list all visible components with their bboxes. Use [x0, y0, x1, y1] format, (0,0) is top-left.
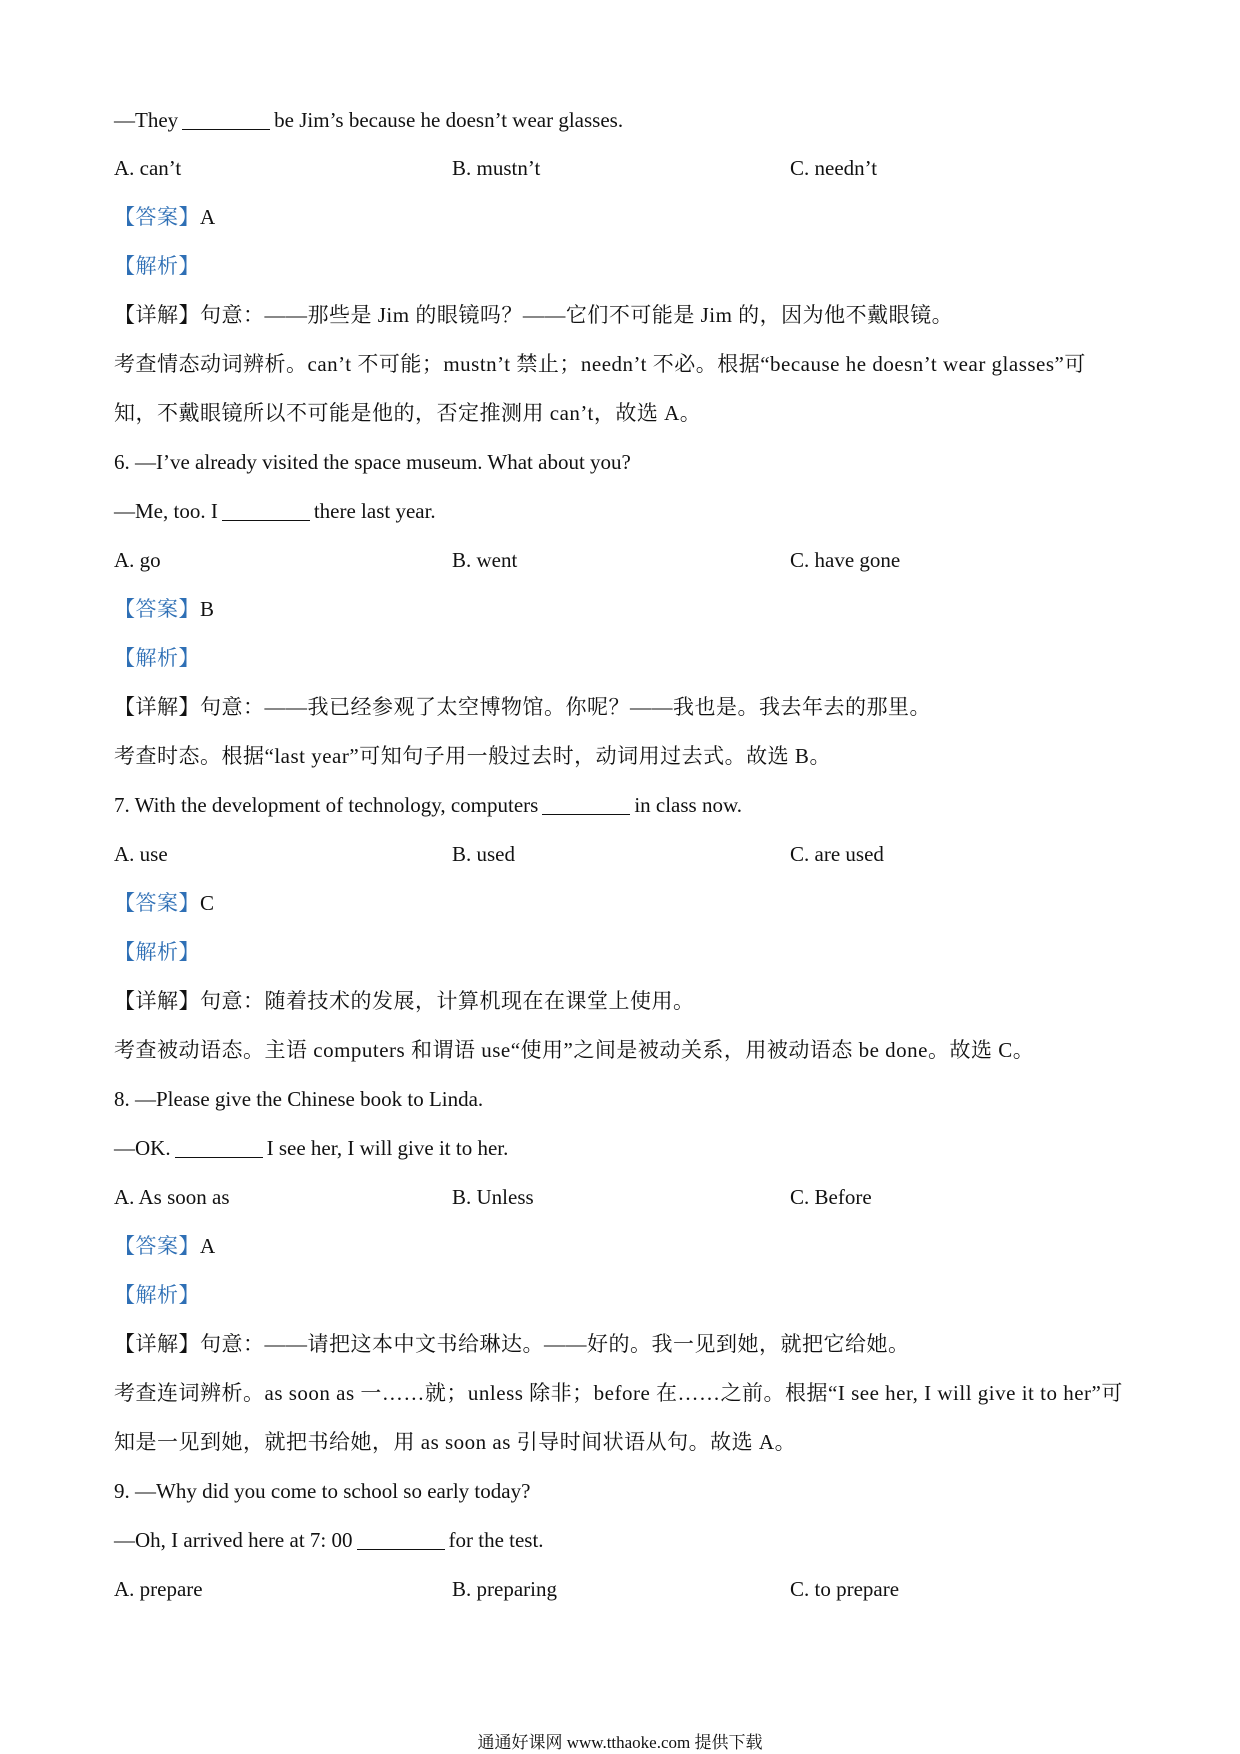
answer-value: A	[200, 205, 216, 229]
q6-stem-part2: there last year.	[313, 499, 436, 523]
q9-option-c: C. to prepare	[790, 1577, 900, 1601]
explanation-line: 知，不戴眼镜所以不可能是他的，否定推测用 can’t，故选 A。	[114, 401, 702, 425]
q5-stem-part1: —They	[114, 108, 179, 132]
q8-option-c: C. Before	[790, 1185, 872, 1209]
q7-stem-part2: in class now.	[634, 793, 743, 817]
q5-option-b: B. mustn’t	[452, 156, 541, 180]
q6-answer	[114, 595, 215, 623]
detail-label: 【详解】	[114, 989, 200, 1013]
q8-answer	[114, 1232, 216, 1260]
answer-value: C	[200, 891, 215, 915]
q5-answer	[114, 203, 216, 231]
q5-blank	[182, 109, 270, 130]
q7-detail	[114, 987, 695, 1015]
q7-option-a: A. use	[114, 842, 168, 866]
q7-blank	[542, 794, 630, 815]
q9-stem-part2: for the test.	[448, 1528, 544, 1552]
q6-blank	[222, 500, 310, 521]
detail-label: 【详解】	[114, 303, 200, 327]
answer-label: 【答案】	[114, 597, 200, 621]
explanation-line: 知是一见到她，就把书给她，用 as soon as 引导时间状语从句。故选 A。	[114, 1430, 797, 1454]
page-footer: 通通好课网 www.tthaoke.com 提供下载	[477, 1733, 763, 1752]
q6-option-a: A. go	[114, 548, 161, 572]
q6-detail	[114, 693, 931, 721]
q5-detail	[114, 301, 953, 329]
detail-label: 【详解】	[114, 1332, 200, 1356]
q5-option-c: C. needn’t	[790, 156, 878, 180]
detail-text: 句意：随着技术的发展，计算机现在在课堂上使用。	[200, 989, 695, 1013]
detail-text: 句意：——请把这本中文书给琳达。——好的。我一见到她，就把它给她。	[200, 1332, 910, 1356]
q7-option-c: C. are used	[790, 842, 884, 866]
analysis-label: 【解析】	[114, 1283, 200, 1307]
q6-stem-line2	[114, 497, 436, 525]
detail-label: 【详解】	[114, 695, 200, 719]
answer-value: A	[200, 1234, 216, 1258]
q9-stem-line2	[114, 1526, 544, 1554]
q8-stem-part1: —OK.	[114, 1136, 171, 1160]
q9-stem-line1: 9. —Why did you come to school so early today?	[114, 1479, 531, 1503]
q6-stem-line1: 6. —I’ve already visited the space museum. What about you?	[114, 450, 631, 474]
q8-option-b: B. Unless	[452, 1185, 534, 1209]
q5-stem	[114, 106, 623, 134]
explanation-line: 考查情态动词辨析。can’t 不可能；mustn’t 禁止；needn’t 不必。根据“because he doesn’t wear glasses”可	[114, 352, 1086, 376]
q9-blank	[357, 1529, 445, 1550]
q5-option-a: A. can’t	[114, 156, 182, 180]
q8-blank	[175, 1137, 263, 1158]
detail-text: 句意：——我已经参观了太空博物馆。你呢？——我也是。我去年去的那里。	[200, 695, 931, 719]
q7-stem	[114, 791, 742, 819]
explanation-line: 考查时态。根据“last year”可知句子用一般过去时，动词用过去式。故选 B。	[114, 744, 831, 768]
q6-option-b: B. went	[452, 548, 518, 572]
answer-label: 【答案】	[114, 1234, 200, 1258]
q8-stem-line1: 8. —Please give the Chinese book to Linda.	[114, 1087, 484, 1111]
q6-option-c: C. have gone	[790, 548, 901, 572]
analysis-label: 【解析】	[114, 254, 200, 278]
analysis-label: 【解析】	[114, 646, 200, 670]
q7-stem-part1: 7. With the development of technology, computers	[114, 793, 539, 817]
answer-label: 【答案】	[114, 205, 200, 229]
q8-option-a: A. As soon as	[114, 1185, 230, 1209]
analysis-label: 【解析】	[114, 940, 200, 964]
answer-value: B	[200, 597, 215, 621]
explanation-line: 考查连词辨析。as soon as 一……就；unless 除非；before 在……之前。根据“I see her, I will give it to her”可	[114, 1381, 1123, 1405]
q7-option-b: B. used	[452, 842, 515, 866]
q9-option-a: A. prepare	[114, 1577, 203, 1601]
answer-label: 【答案】	[114, 891, 200, 915]
q8-stem-line2	[114, 1134, 508, 1162]
q8-detail	[114, 1330, 910, 1358]
explanation-line: 考查被动语态。主语 computers 和谓语 use“使用”之间是被动关系，用被动语态 be done。故选 C。	[114, 1038, 1035, 1062]
q9-option-b: B. preparing	[452, 1577, 557, 1601]
q7-answer	[114, 889, 215, 917]
q8-stem-part2: I see her, I will give it to her.	[266, 1136, 509, 1160]
q9-stem-part1: —Oh, I arrived here at 7: 00	[114, 1528, 353, 1552]
detail-text: 句意：——那些是 Jim 的眼镜吗？——它们不可能是 Jim 的，因为他不戴眼镜。	[200, 303, 954, 327]
q5-stem-part2: be Jim’s because he doesn’t wear glasses.	[274, 108, 624, 132]
q6-stem-part1: —Me, too. I	[114, 499, 218, 523]
